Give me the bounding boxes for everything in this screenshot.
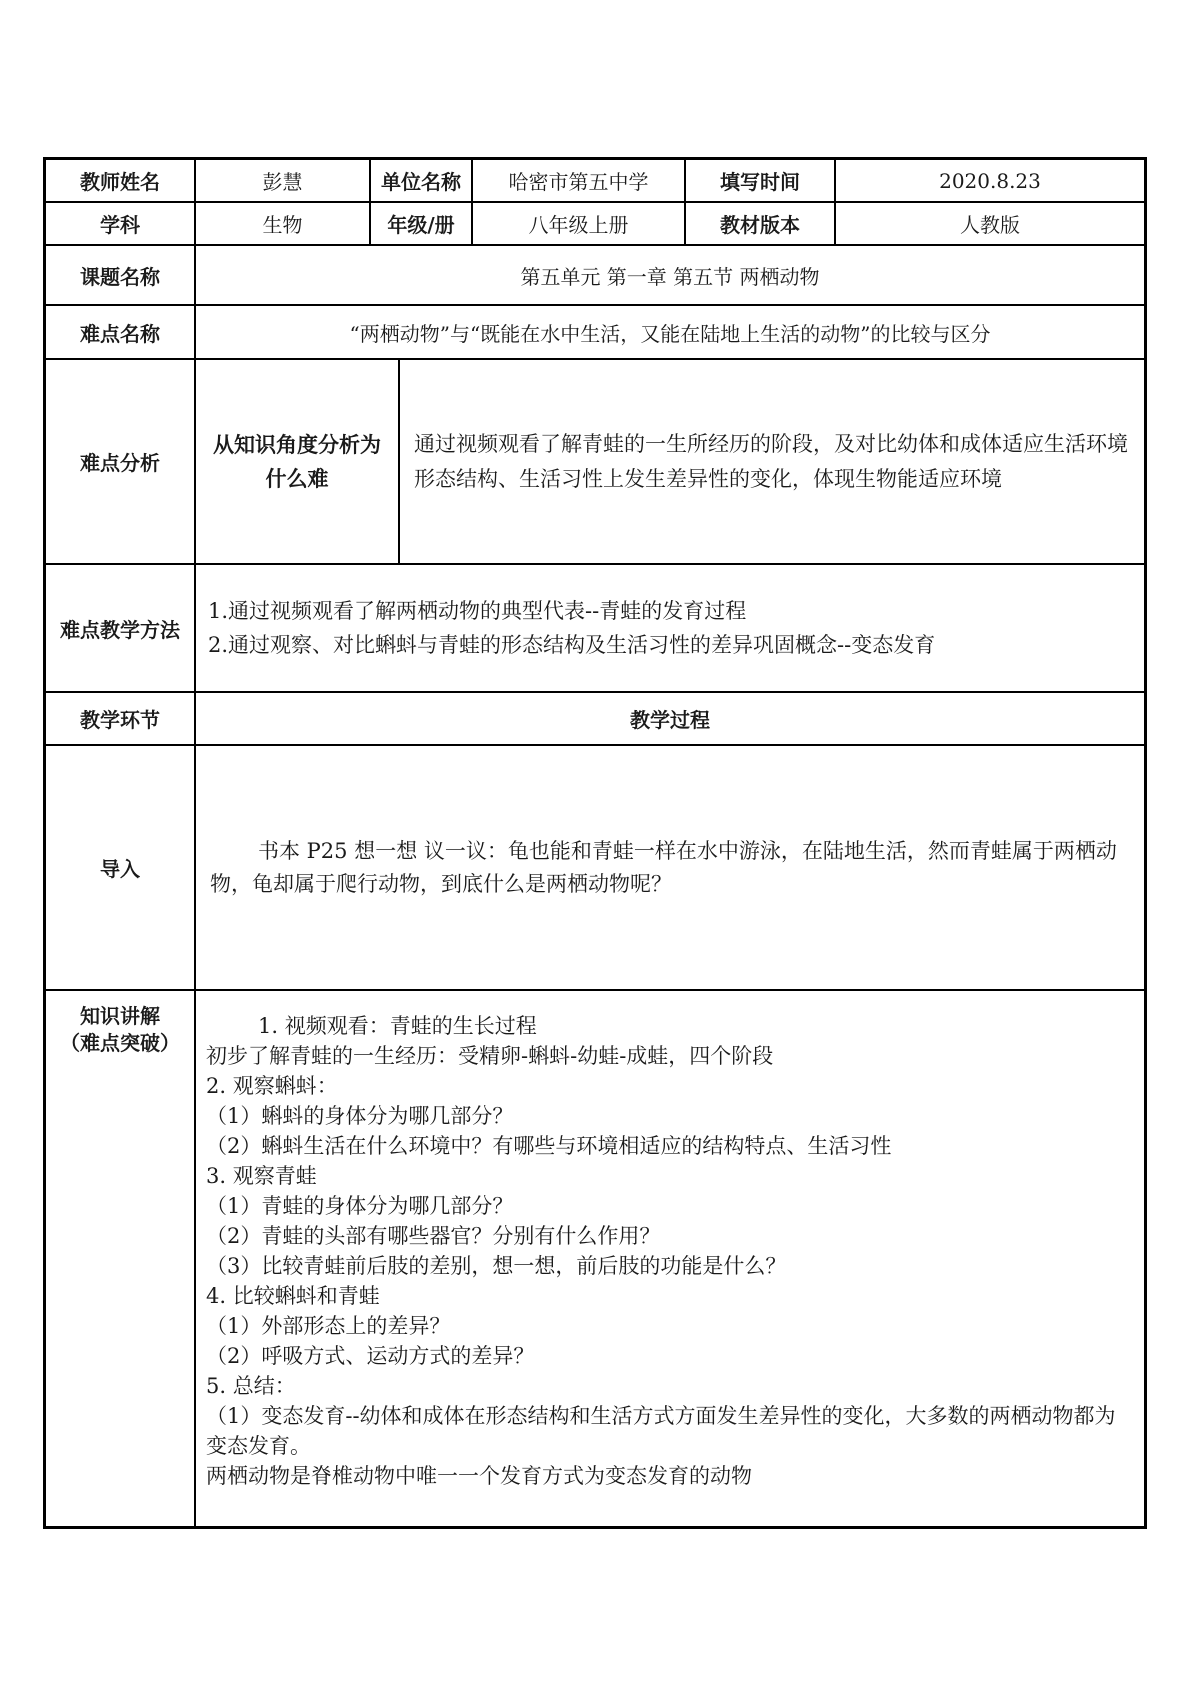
lesson-plan-table <box>43 157 1147 1529</box>
introduction-content <box>196 746 1144 989</box>
teaching-method-content <box>196 565 1144 691</box>
knowledge-line: 初步了解青蛙的一生经历：受精卵-蝌蚪-幼蛙-成蛙，四个阶段 <box>206 1044 774 1068</box>
knowledge-line: （1）外部形态上的差异？ <box>206 1314 451 1338</box>
teaching-method-label: 难点教学方法 <box>46 565 196 691</box>
introduction-label: 导入 <box>46 746 196 989</box>
knowledge-line: 1. 视频观看：青蛙的生长过程 <box>258 1014 537 1038</box>
info-row-1 <box>46 160 1144 203</box>
teaching-method-line-2: 2.通过观察、对比蝌蚪与青蛙的形态结构及生活习性的差异巩固概念--变态发育 <box>208 633 936 657</box>
topic-value: 第五单元 第一章 第五节 两栖动物 <box>520 264 820 289</box>
difficulty-name-row <box>46 306 1144 360</box>
difficulty-analysis-row <box>46 360 1144 565</box>
teaching-stage-row <box>46 693 1144 746</box>
unit-name-value: 哈密市第五中学 <box>473 160 686 201</box>
knowledge-line: 4. 比较蝌蚪和青蛙 <box>206 1284 380 1308</box>
subject-value: 生物 <box>196 203 371 244</box>
difficulty-analysis-content <box>400 360 1144 563</box>
knowledge-line: （3）比较青蛙前后肢的差别，想一想，前后肢的功能是什么？ <box>206 1254 787 1278</box>
info-row-2 <box>46 203 1144 246</box>
teacher-name-label: 教师姓名 <box>46 160 196 201</box>
unit-name-label: 单位名称 <box>371 160 473 201</box>
difficulty-analysis-label: 难点分析 <box>46 360 196 563</box>
teaching-process-title: 教学过程 <box>630 708 710 732</box>
knowledge-line: 两栖动物是脊椎动物中唯一一个发育方式为变态发育的动物 <box>206 1464 752 1488</box>
knowledge-content <box>196 991 1144 1526</box>
fill-date-label: 填写时间 <box>686 160 836 201</box>
knowledge-row <box>46 991 1144 1526</box>
teaching-stage-label: 教学环节 <box>46 693 196 744</box>
knowledge-line: 3. 观察青蛙 <box>206 1164 317 1188</box>
introduction-row <box>46 746 1144 991</box>
teaching-method-row <box>46 565 1144 693</box>
knowledge-line: （2）青蛙的头部有哪些器官？分别有什么作用？ <box>206 1224 661 1248</box>
topic-label: 课题名称 <box>46 246 196 304</box>
difficulty-name-value: “两栖动物”与“既能在水中生活，又能在陆地上生活的动物”的比较与区分 <box>349 321 991 346</box>
subject-label: 学科 <box>46 203 196 244</box>
knowledge-line: 2. 观察蝌蚪： <box>206 1074 338 1098</box>
teaching-process-header <box>196 693 1144 744</box>
edition-label: 教材版本 <box>686 203 836 244</box>
grade-value: 八年级上册 <box>473 203 686 244</box>
fill-date-value: 2020.8.23 <box>939 168 1041 193</box>
edition-value: 人教版 <box>960 213 1020 237</box>
knowledge-line: （1）变态发育--幼体和成体在形态结构和生活方式方面发生差异性的变化，大多数的两栖动物都为变态发育。 <box>206 1404 1116 1458</box>
introduction-text: 书本 P25 想一想 议一议：龟也能和青蛙一样在水中游泳，在陆地生活，然而青蛙属于两栖动物，龟却属于爬行动物，到底什么是两栖动物呢？ <box>210 838 1117 896</box>
difficulty-name-label: 难点名称 <box>46 306 196 358</box>
knowledge-line: （1）青蛙的身体分为哪几部分？ <box>206 1194 514 1218</box>
knowledge-line: 5. 总结： <box>206 1374 296 1398</box>
teaching-method-line-1: 1.通过视频观看了解两栖动物的典型代表--青蛙的发育过程 <box>208 599 747 623</box>
difficulty-analysis-aspect: 从知识角度分析为什么难 <box>196 360 400 563</box>
knowledge-line: （1）蝌蚪的身体分为哪几部分？ <box>206 1104 514 1128</box>
teacher-name-value: 彭慧 <box>196 160 371 201</box>
knowledge-label <box>46 991 196 1526</box>
knowledge-line: （2）呼吸方式、运动方式的差异？ <box>206 1344 535 1368</box>
knowledge-line: （2）蝌蚪生活在什么环境中？有哪些与环境相适应的结构特点、生活习性 <box>206 1134 892 1158</box>
topic-row <box>46 246 1144 306</box>
grade-label: 年级/册 <box>371 203 473 244</box>
difficulty-analysis-text: 通过视频观看了解青蛙的一生所经历的阶段，及对比幼体和成体适应生活环境形态结构、生活习性上发生差异性的变化，体现生物能适应环境 <box>414 431 1128 491</box>
knowledge-label-line-2: （难点突破） <box>60 1031 180 1055</box>
knowledge-label-line-1: 知识讲解 <box>80 1004 160 1028</box>
